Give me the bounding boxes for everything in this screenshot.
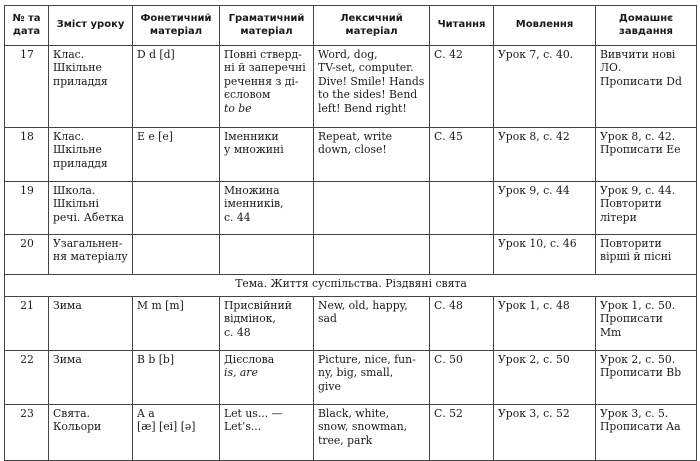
speaking-cell: Урок 8, с. 42 xyxy=(494,128,596,182)
reading-cell: С. 52 xyxy=(430,405,494,461)
homework-cell: Урок 1, с. 50. Прописати Mm xyxy=(596,297,697,351)
phonetic-cell: A a [æ] [ei] [ə] xyxy=(133,405,220,461)
lexical-cell: Picture, nice, fun- ny, big, small, give xyxy=(314,351,430,405)
phonetic-cell: M m [m] xyxy=(133,297,220,351)
speaking-cell: Урок 2, с. 50 xyxy=(494,351,596,405)
reading-cell: С. 48 xyxy=(430,297,494,351)
header-homework: Домашнє завдання xyxy=(596,6,697,46)
lesson-number-cell: 18 xyxy=(5,128,49,182)
theme-row xyxy=(5,275,697,297)
lexical-cell: Black, white, snow, snowman, tree, park xyxy=(314,405,430,461)
lesson-number-cell: 21 xyxy=(5,297,49,351)
lexical-cell: Repeat, write down, close! xyxy=(314,128,430,182)
phonetic-cell: B b [b] xyxy=(133,351,220,405)
grammar-cell: Присвійний відмінок, с. 48 xyxy=(220,297,314,351)
header-lexical-material: Лексичний матеріал xyxy=(314,6,430,46)
reading-cell xyxy=(430,182,494,235)
reading-cell: С. 42 xyxy=(430,46,494,128)
phonetic-cell: E e [e] xyxy=(133,128,220,182)
homework-cell: Урок 8, с. 42. Прописати Ee xyxy=(596,128,697,182)
lesson-number-cell: 17 xyxy=(5,46,49,128)
lesson-content-cell: Клас. Шкільне приладдя xyxy=(49,46,133,128)
speaking-cell: Урок 10, с. 46 xyxy=(494,235,596,275)
table-row xyxy=(5,351,697,405)
lesson-content-cell: Узагальнен- ня матеріалу xyxy=(49,235,133,275)
table-row xyxy=(5,235,697,275)
lesson-plan-table xyxy=(4,5,697,461)
homework-cell: Вивчити нові ЛО. Прописати Dd xyxy=(596,46,697,128)
header-speaking: Мовлення xyxy=(494,6,596,46)
speaking-cell: Урок 1, с. 48 xyxy=(494,297,596,351)
table-row xyxy=(5,297,697,351)
phonetic-cell xyxy=(133,235,220,275)
lexical-cell: New, old, happy, sad xyxy=(314,297,430,351)
header-grammar-material: Граматичний матеріал xyxy=(220,6,314,46)
lesson-plan-table-wrapper xyxy=(4,5,696,461)
grammar-cell: Повні стверд- ні й заперечні речення з ді- єсловом to be xyxy=(220,46,314,128)
homework-cell: Урок 3, с. 5. Прописати Aa xyxy=(596,405,697,461)
phonetic-cell: D d [d] xyxy=(133,46,220,128)
table-row xyxy=(5,405,697,461)
header-number-date: № та дата xyxy=(5,6,49,46)
theme-title: Тема. Життя суспільства. Різдвяні свята xyxy=(5,275,697,297)
table-header-row xyxy=(5,6,697,46)
lesson-content-cell: Школа. Шкільні речі. Абетка xyxy=(49,182,133,235)
lesson-number-cell: 19 xyxy=(5,182,49,235)
header-lesson-content: Зміст уроку xyxy=(49,6,133,46)
speaking-cell: Урок 3, с. 52 xyxy=(494,405,596,461)
lesson-content-cell: Зима xyxy=(49,351,133,405)
grammar-cell: Іменники у множині xyxy=(220,128,314,182)
table-row xyxy=(5,46,697,128)
reading-cell xyxy=(430,235,494,275)
speaking-cell: Урок 7, с. 40. xyxy=(494,46,596,128)
lesson-content-cell: Свята. Кольори xyxy=(49,405,133,461)
lexical-cell: Word, dog, TV-set, computer. Dive! Smile! Hands to the sides! Bend left! Bend right! xyxy=(314,46,430,128)
lesson-number-cell: 23 xyxy=(5,405,49,461)
table-row xyxy=(5,128,697,182)
homework-cell: Повторити вірші й пісні xyxy=(596,235,697,275)
reading-cell: С. 50 xyxy=(430,351,494,405)
lexical-cell xyxy=(314,182,430,235)
homework-cell: Урок 2, с. 50. Прописати Bb xyxy=(596,351,697,405)
table-row xyxy=(5,182,697,235)
lesson-number-cell: 20 xyxy=(5,235,49,275)
header-phonetic-material: Фонетичний матеріал xyxy=(133,6,220,46)
lesson-content-cell: Зима xyxy=(49,297,133,351)
homework-cell: Урок 9, с. 44. Повторити літери xyxy=(596,182,697,235)
header-reading: Читання xyxy=(430,6,494,46)
phonetic-cell xyxy=(133,182,220,235)
lesson-number-cell: 22 xyxy=(5,351,49,405)
reading-cell: С. 45 xyxy=(430,128,494,182)
grammar-cell: Let us... — Let’s... xyxy=(220,405,314,461)
lexical-cell xyxy=(314,235,430,275)
speaking-cell: Урок 9, с. 44 xyxy=(494,182,596,235)
lesson-content-cell: Клас. Шкільне приладдя xyxy=(49,128,133,182)
grammar-cell xyxy=(220,235,314,275)
grammar-cell: Множина іменників, с. 44 xyxy=(220,182,314,235)
table-body xyxy=(5,46,697,461)
grammar-cell: Дієслова is, are xyxy=(220,351,314,405)
